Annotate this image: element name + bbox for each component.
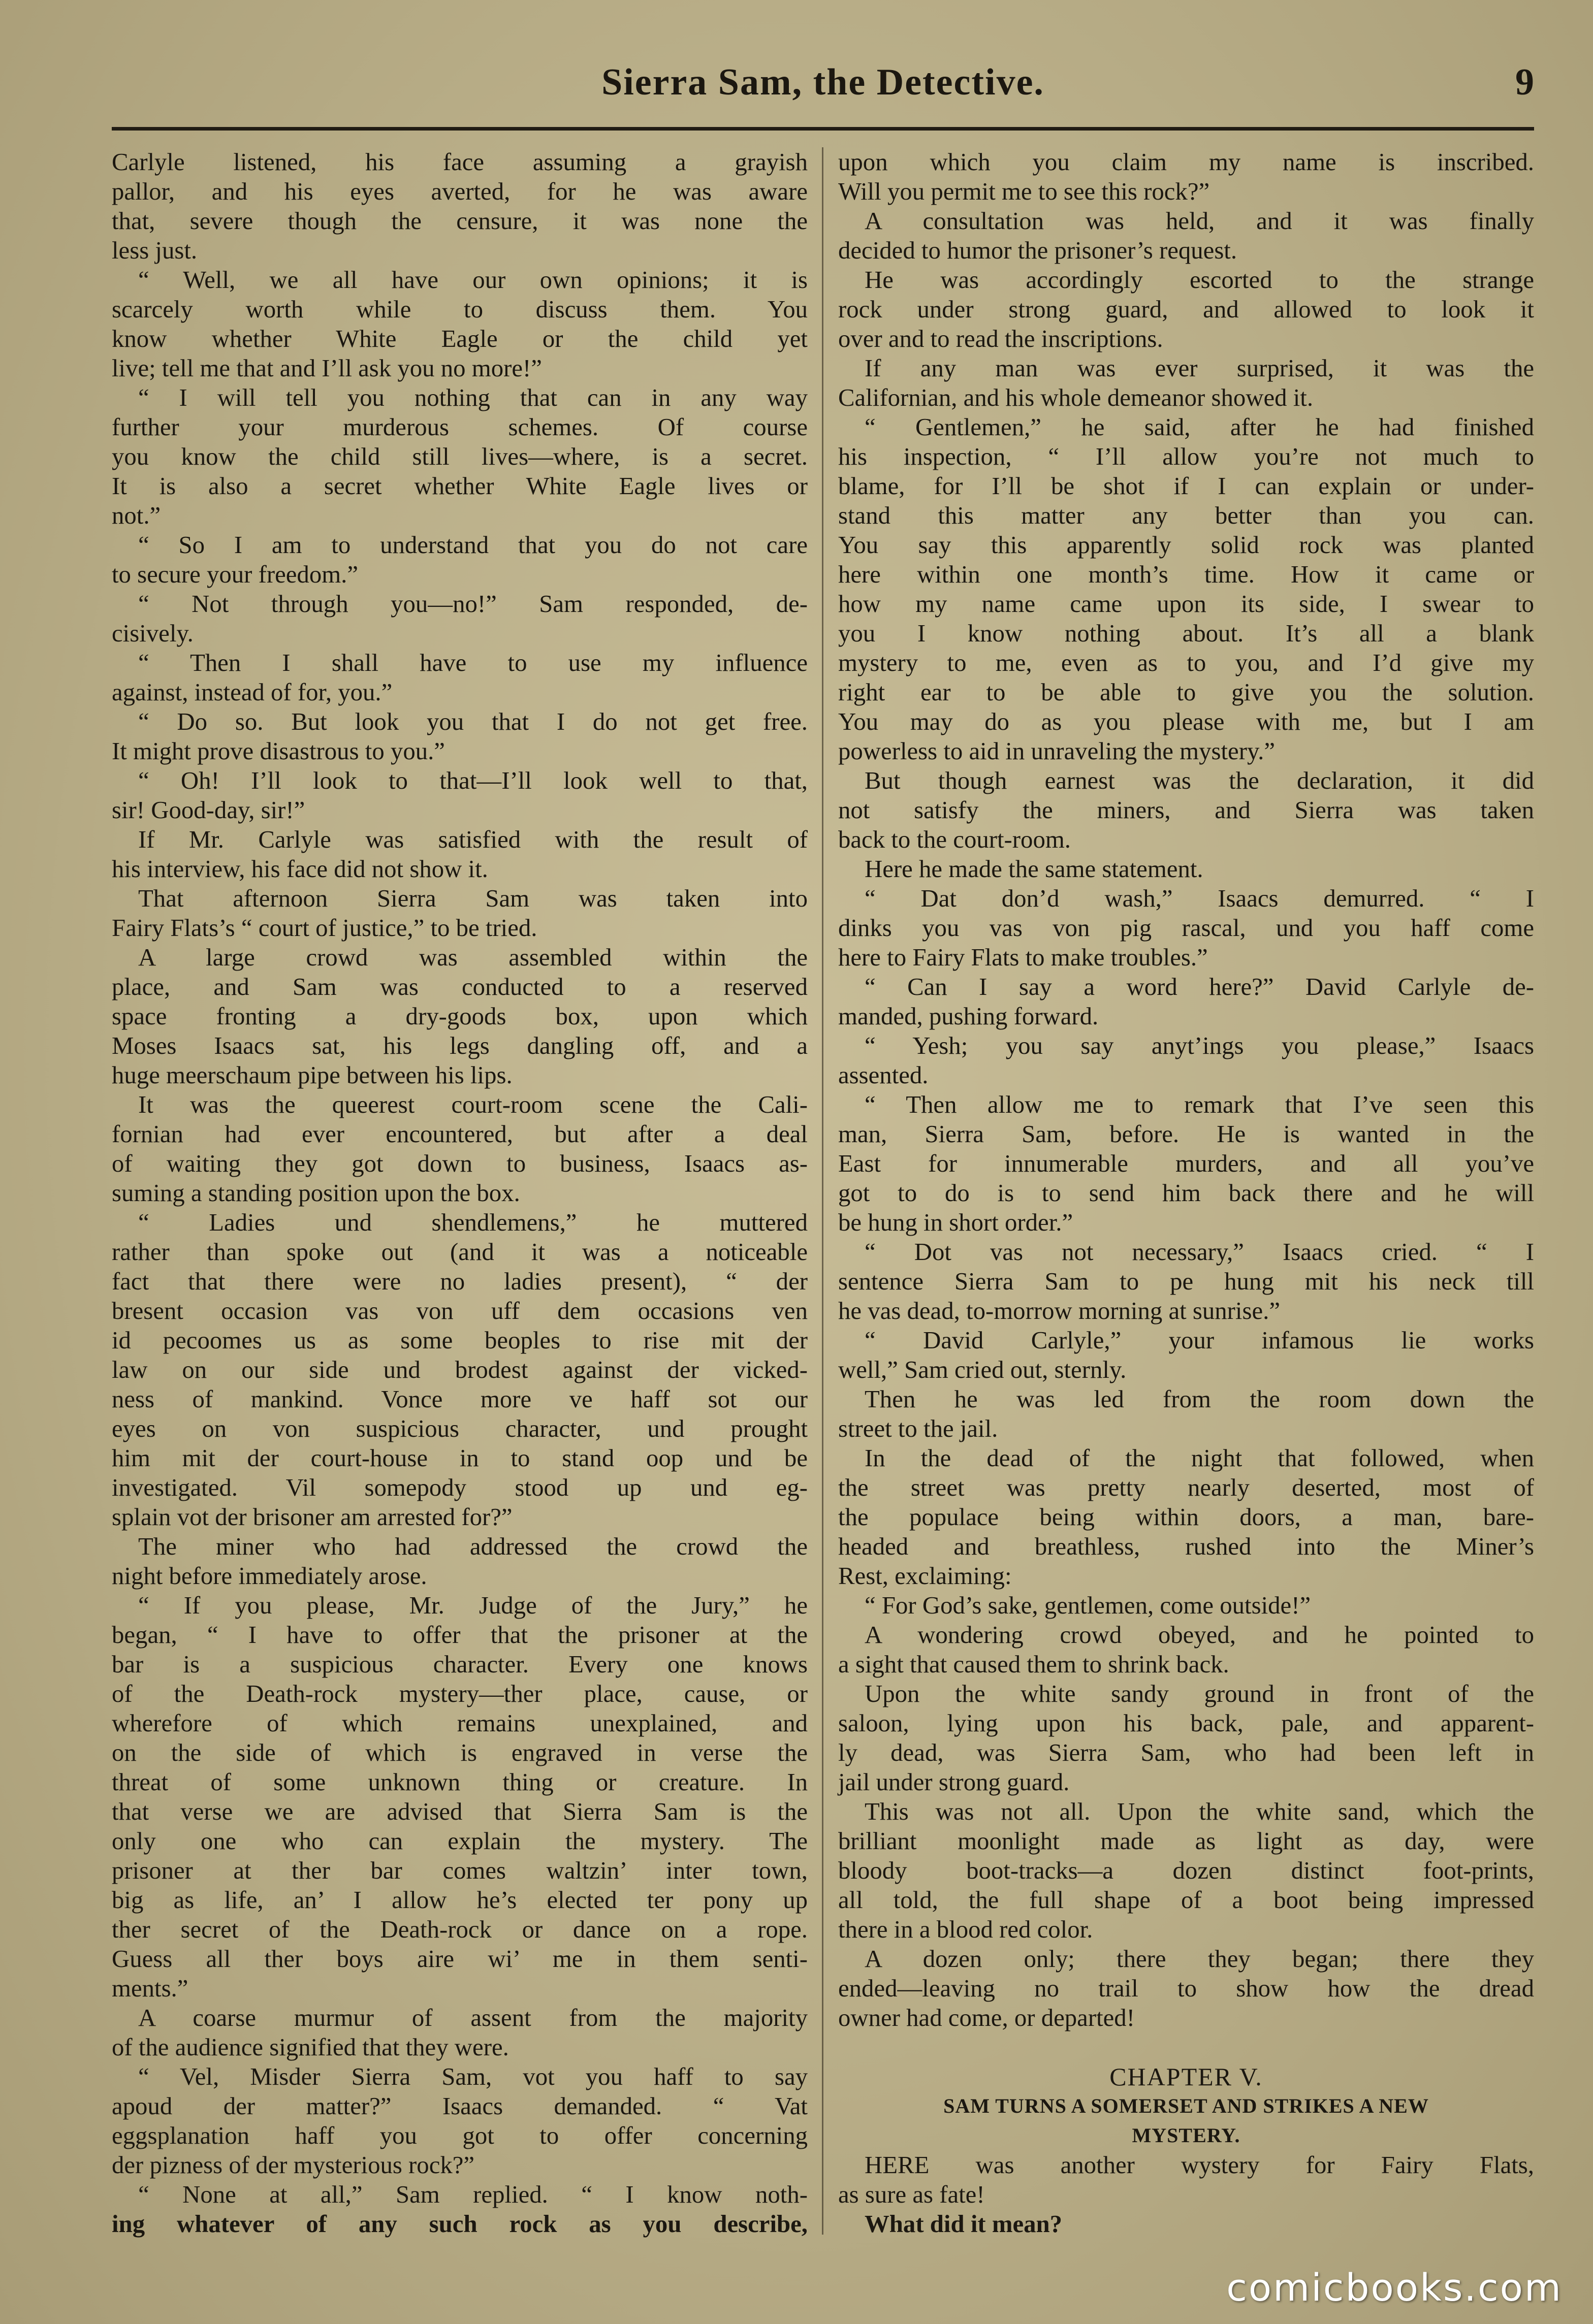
- text-line: Then he was led from the room down the: [865, 1385, 1534, 1413]
- chapter-heading: CHAPTER V.: [1109, 2062, 1263, 2091]
- text-line: to secure your freedom.”: [112, 561, 359, 588]
- text-line: “ None at all,” Sam replied. “ I know noth-: [138, 2181, 808, 2208]
- header-rule: [112, 127, 1534, 131]
- text-line: prisoner at ther bar comes waltzin’ inter town,: [112, 1857, 808, 1884]
- text-line: that, severe though the censure, it was none the: [112, 207, 808, 235]
- text-line: “ Gentlemen,” he said, after he had finished: [865, 413, 1534, 441]
- text-line: But though earnest was the declaration, it did: [865, 767, 1534, 794]
- text-line: he vas dead, to-morrow morning at sunrise.”: [838, 1297, 1280, 1325]
- text-line: all told, the full shape of a boot being impressed: [838, 1886, 1534, 1914]
- text-line: “ Then I shall have to use my influence: [138, 649, 808, 676]
- text-line: apoud der matter?” Isaacs demanded. “ Vat: [112, 2092, 808, 2120]
- text-line: “ Yesh; you say anyt’ings you please,” Isaacs: [865, 1032, 1534, 1059]
- text-line: If any man was ever surprised, it was the: [865, 354, 1534, 382]
- text-line: “ Oh! I’ll look to that—I’ll look well to that,: [138, 767, 808, 794]
- text-line: owner had come, or departed!: [838, 2004, 1135, 2031]
- text-line: sentence Sierra Sam to pe hung mit his neck till: [838, 1268, 1534, 1295]
- text-line: “ So I am to understand that you do not care: [138, 531, 808, 559]
- text-line: that verse we are advised that Sierra Sam is the: [112, 1798, 808, 1825]
- text-line: assented.: [838, 1061, 929, 1089]
- text-line: threat of some unknown thing or creature. In: [112, 1768, 808, 1796]
- text-line: fact that there were no ladies present), “ der: [112, 1268, 808, 1295]
- text-line: In the dead of the night that followed, when: [865, 1444, 1534, 1472]
- text-line: you know the child still lives—where, is a secret.: [112, 443, 808, 470]
- text-line: He was accordingly escorted to the strange: [865, 266, 1534, 294]
- text-line: live; tell me that and I’ll ask you no more!”: [112, 354, 542, 382]
- text-line: scarcely worth while to discuss them. You: [112, 296, 808, 323]
- text-line: HERE was another wystery for Fairy Flats,: [865, 2151, 1534, 2179]
- text-line: powerless to aid in unraveling the mystery.”: [838, 737, 1276, 765]
- text-line: him mit der court-house in to stand oop und be: [112, 1444, 808, 1472]
- text-line: The miner who had addressed the crowd the: [138, 1533, 808, 1560]
- text-line: jail under strong guard.: [838, 1768, 1070, 1796]
- text-line: ther secret of the Death-rock or dance on a rope.: [112, 1916, 808, 1943]
- chapter-subtitle: SAM TURNS A SOMERSET AND STRIKES A NEW: [943, 2094, 1429, 2117]
- text-line: It might prove disastrous to you.”: [112, 737, 445, 765]
- text-line: “ Dot vas not necessary,” Isaacs cried. “ I: [865, 1238, 1534, 1266]
- text-line: law on our side und brodest against der vicked-: [112, 1356, 808, 1383]
- text-line: A consultation was held, and it was finally: [865, 207, 1534, 235]
- text-line: right ear to be able to give you the solution.: [838, 679, 1534, 706]
- text-line: you I know nothing about. It’s all a blank: [838, 620, 1534, 647]
- text-line: how my name came upon its side, I swear to: [838, 590, 1534, 618]
- text-line: suming a standing position upon the box.: [112, 1179, 520, 1207]
- text-line: of the audience signified that they were.: [112, 2034, 509, 2061]
- text-line: brilliant moonlight made as light as day, were: [838, 1827, 1534, 1855]
- text-line: Californian, and his whole demeanor showed it.: [838, 384, 1314, 411]
- text-line: It is also a secret whether White Eagle lives or: [112, 472, 808, 500]
- text-line: You say this apparently solid rock was planted: [838, 531, 1534, 559]
- text-line: on the side of which is engraved in verse the: [112, 1739, 808, 1766]
- text-line: A wondering crowd obeyed, and he pointed to: [865, 1621, 1534, 1649]
- text-line: there in a blood red color.: [838, 1916, 1093, 1943]
- text-line: “ Vel, Misder Sierra Sam, vot you haff to say: [138, 2063, 808, 2090]
- text-line: Upon the white sandy ground in front of the: [865, 1680, 1534, 1707]
- text-line: “ For God’s sake, gentlemen, come outside!”: [865, 1592, 1311, 1619]
- text-line: Moses Isaacs sat, his legs dangling off, and a: [112, 1032, 808, 1059]
- text-line: manded, pushing forward.: [838, 1003, 1099, 1030]
- text-line: sir! Good-day, sir!”: [112, 796, 305, 824]
- right-column: [838, 147, 1534, 2239]
- text-line: space fronting a dry-goods box, upon which: [112, 1003, 808, 1030]
- text-line: You may do as you please with me, but I am: [838, 708, 1534, 735]
- text-line: ing whatever of any such rock as you describe,: [112, 2210, 808, 2238]
- text-line: man, Sierra Sam, before. He is wanted in the: [838, 1120, 1534, 1148]
- text-line: bloody boot-tracks—a dozen distinct foot-prints,: [838, 1857, 1534, 1884]
- text-line: rock under strong guard, and allowed to look it: [838, 296, 1534, 323]
- text-line: over and to read the inscriptions.: [838, 325, 1163, 352]
- text-line: This was not all. Upon the white sand, which the: [865, 1798, 1534, 1825]
- chapter-subtitle: MYSTERY.: [1132, 2124, 1240, 2147]
- text-line: eggsplanation haff you got to offer concerning: [112, 2122, 808, 2149]
- text-line: began, “ I have to offer that the prisoner at the: [112, 1621, 808, 1649]
- text-line: a sight that caused them to shrink back.: [838, 1651, 1229, 1678]
- text-line: back to the court-room.: [838, 826, 1071, 853]
- text-line: of the Death-rock mystery—ther place, cause, or: [112, 1680, 808, 1707]
- text-line: here to Fairy Flats to make troubles.”: [838, 944, 1208, 971]
- text-line: bar is a suspicious character. Every one knows: [112, 1651, 808, 1678]
- text-line: Rest, exclaiming:: [838, 1562, 1012, 1590]
- text-line: well,” Sam cried out, sternly.: [838, 1356, 1127, 1383]
- text-line: only one who can explain the mystery. The: [112, 1827, 808, 1855]
- text-line: his inspection, “ I’ll allow you’re not much to: [838, 443, 1534, 470]
- text-line: pallor, and his eyes averted, for he was aware: [112, 178, 808, 205]
- text-line: der pizness of der mysterious rock?”: [112, 2151, 475, 2179]
- text-line: A coarse murmur of assent from the majority: [138, 2004, 808, 2031]
- text-line: “ If you please, Mr. Judge of the Jury,” he: [138, 1592, 808, 1619]
- text-line: headed and breathless, rushed into the Miner’s: [838, 1533, 1534, 1560]
- text-line: wherefore of which remains unexplained, and: [112, 1709, 808, 1737]
- text-line: What did it mean?: [865, 2210, 1063, 2238]
- text-line: mystery to me, even as to you, and I’d give my: [838, 649, 1534, 676]
- site-watermark: comicbooks.com: [1226, 2266, 1563, 2310]
- text-line: less just.: [112, 237, 198, 264]
- text-line: eyes on von suspicious character, und prought: [112, 1415, 808, 1442]
- text-line: A large crowd was assembled within the: [138, 944, 808, 971]
- text-line: huge meerschaum pipe between his lips.: [112, 1061, 513, 1089]
- running-header: [112, 61, 1534, 117]
- text-line: night before immediately arose.: [112, 1562, 427, 1590]
- text-line: decided to humor the prisoner’s request.: [838, 237, 1237, 264]
- text-line: id pecoomes us as some beoples to rise mit der: [112, 1327, 808, 1354]
- text-line: Guess all ther boys aire wi’ me in them senti-: [112, 1945, 808, 1973]
- text-line: East for innumerable murders, and all you’ve: [838, 1150, 1534, 1177]
- text-line: rather than spoke out (and it was a noticeable: [112, 1238, 808, 1266]
- text-line: know whether White Eagle or the child yet: [112, 325, 808, 352]
- text-line: as sure as fate!: [838, 2181, 985, 2208]
- text-line: “ Can I say a word here?” David Carlyle de-: [865, 973, 1534, 1000]
- text-line: dinks you vas von pig rascal, und you haff come: [838, 914, 1534, 942]
- text-line: “ Well, we all have our own opinions; it is: [138, 266, 808, 294]
- text-line: blame, for I’ll be shot if I can explain or under-: [838, 472, 1534, 500]
- text-line: Will you permit me to see this rock?”: [838, 178, 1210, 205]
- text-line: “ I will tell you nothing that can in any way: [138, 384, 808, 411]
- text-line: fornian had ever encountered, but after a deal: [112, 1120, 808, 1148]
- text-line: ness of mankind. Vonce more ve haff sot our: [112, 1385, 808, 1413]
- text-line: Fairy Flats’s “ court of justice,” to be tried.: [112, 914, 537, 942]
- text-line: If Mr. Carlyle was satisfied with the result of: [138, 826, 808, 853]
- page-number: 9: [1515, 61, 1534, 103]
- text-line: street to the jail.: [838, 1415, 998, 1442]
- text-line: further your murderous schemes. Of course: [112, 413, 808, 441]
- text-line: upon which you claim my name is inscribed.: [838, 148, 1534, 176]
- text-line: Here he made the same statement.: [865, 855, 1203, 883]
- text-line: “ David Carlyle,” your infamous lie works: [865, 1327, 1534, 1354]
- text-line: the street was pretty nearly deserted, most of: [838, 1474, 1534, 1501]
- text-line: his interview, his face did not show it.: [112, 855, 488, 883]
- text-line: be hung in short order.”: [838, 1209, 1073, 1236]
- text-line: cisively.: [112, 620, 194, 647]
- text-line: “ Dat don’d wash,” Isaacs demurred. “ I: [865, 885, 1534, 912]
- text-line: got to do is to send him back there and he will: [838, 1179, 1534, 1207]
- text-line: “ Then allow me to remark that I’ve seen this: [865, 1091, 1534, 1118]
- text-line: A dozen only; there they began; there they: [865, 1945, 1534, 1973]
- text-line: not.”: [112, 502, 161, 529]
- text-line: big as life, an’ I allow he’s elected ter pony up: [112, 1886, 808, 1914]
- text-line: ments.”: [112, 1975, 188, 2002]
- text-line: bresent occasion vas von uff dem occasions ven: [112, 1297, 808, 1325]
- text-line: It was the queerest court-room scene the Cali-: [138, 1091, 808, 1118]
- text-line: splain vot der brisoner am arrested for?”: [112, 1503, 513, 1531]
- text-line: not satisfy the miners, and Sierra was taken: [838, 796, 1534, 824]
- text-line: “ Ladies und shendlemens,” he muttered: [138, 1209, 808, 1236]
- text-line: investigated. Vil somepody stood up und eg-: [112, 1474, 808, 1501]
- text-line: of waiting they got down to business, Isaacs as-: [112, 1150, 808, 1177]
- text-line: “ Do so. But look you that I do not get free.: [138, 708, 808, 735]
- text-line: ly dead, was Sierra Sam, who had been left in: [838, 1739, 1534, 1766]
- text-line: here within one month’s time. How it came or: [838, 561, 1534, 588]
- text-line: place, and Sam was conducted to a reserved: [112, 973, 808, 1000]
- text-line: against, instead of for, you.”: [112, 679, 393, 706]
- chapter-spacer: [838, 2032, 1534, 2062]
- column-divider: [822, 147, 823, 2235]
- text-line: saloon, lying upon his back, pale, and apparent-: [838, 1709, 1534, 1737]
- page-title: Sierra Sam, the Detective.: [601, 61, 1044, 103]
- text-line: That afternoon Sierra Sam was taken into: [138, 885, 808, 912]
- text-line: stand this matter any better than you can.: [838, 502, 1534, 529]
- text-line: “ Not through you—no!” Sam responded, de-: [138, 590, 808, 618]
- text-line: the populace being within doors, a man, bare-: [838, 1503, 1534, 1531]
- text-line: ended—leaving no trail to show how the dread: [838, 1975, 1534, 2002]
- text-line: Carlyle listened, his face assuming a grayish: [112, 148, 808, 176]
- left-column: [112, 147, 808, 2239]
